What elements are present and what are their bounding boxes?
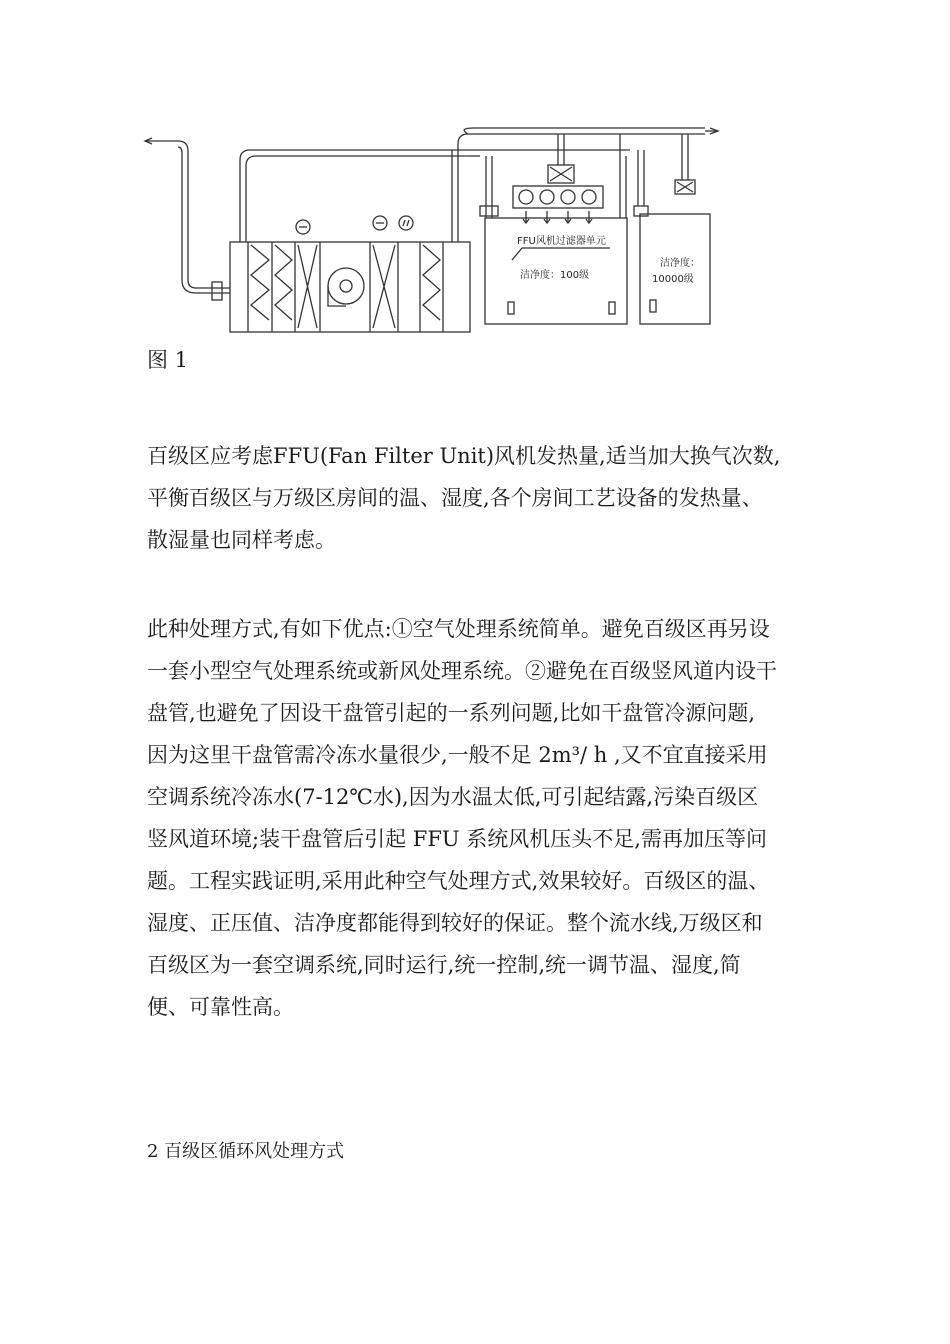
room1-cleanliness-label: 洁净度：100级 (520, 270, 590, 281)
paragraph-1 (147, 435, 827, 561)
paragraph-line: 此种处理方式,有如下优点:①空气处理系统简单。避免百级区再另设 (147, 617, 770, 641)
paragraph-line: 盘管,也避免了因设干盘管引起的一系列问题,比如干盘管冷源问题, (147, 701, 756, 725)
paragraph-line: 散湿量也同样考虑。 (147, 528, 336, 552)
paragraph-line: 湿度、正压值、洁净度都能得到较好的保证。整个流水线,万级区和 (147, 911, 763, 935)
paragraph-line: 平衡百级区与万级区房间的温、湿度,各个房间工艺设备的发热量、 (147, 486, 763, 510)
paragraph-line: 空调系统冷冻水(7-12℃水),因为水温太低,可引起结露,污染百级区 (147, 785, 759, 809)
paragraph-line: 百级区为一套空调系统,同时运行,统一控制,统一调节温、湿度,简 (147, 953, 741, 977)
paragraph-line: 因为这里干盘管需冷冻水量很少,一般不足 2m³/ h ,又不宜直接采用 (147, 743, 768, 767)
paragraph-line: 题。工程实践证明,采用此种空气处理方式,效果较好。百级区的温、 (147, 869, 770, 893)
paragraph-line: 百级区应考虑FFU(Fan Filter Unit)风机发热量,适当加大换气次数, (147, 444, 781, 468)
room2-cleanliness-value: 10000级 (652, 274, 694, 285)
figure-caption: 图 1 (147, 348, 189, 372)
paragraph-line: 一套小型空气处理系统或新风处理系统。②避免在百级竖风道内设干 (147, 659, 777, 683)
paragraph-2 (147, 608, 827, 1028)
room2-cleanliness-label: 洁净度： (660, 258, 700, 269)
ffu-label: FFU风机过滤器单元 (517, 236, 606, 247)
paragraph-line: 竖风道环境;装干盘管后引起 FFU 系统风机压头不足,需再加压等问 (147, 827, 767, 851)
paragraph-line: 便、可靠性高。 (147, 995, 294, 1019)
section-heading: 2 百级区循环风处理方式 (147, 1141, 345, 1162)
hvac-system-diagram (140, 110, 720, 340)
